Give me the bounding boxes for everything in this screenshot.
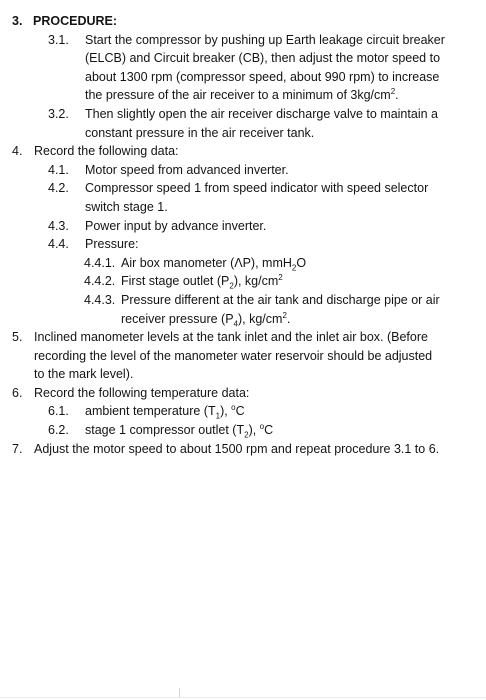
- item-7: [0, 440, 486, 459]
- text-part: C: [264, 423, 274, 438]
- step-number: 4.2.: [48, 181, 69, 196]
- text-part: ambient temperature (T: [85, 404, 216, 419]
- substep-number: 4.4.3.: [84, 292, 116, 307]
- item-text: Adjust the motor speed to about 1500 rpm and repeat procedure 3.1 to 6.: [34, 441, 440, 456]
- punctuation: .: [395, 88, 399, 103]
- page-bottom-tick: [179, 688, 180, 698]
- step-line: Compressor speed 1 from speed indicator with speed selector: [85, 181, 429, 196]
- step-3-2: [0, 105, 486, 142]
- section-number: 3.: [12, 14, 23, 28]
- text-part: Air box manometer (ΛP), mmH: [121, 255, 292, 270]
- substep-number: 4.4.1.: [84, 255, 116, 270]
- step-line: Pressure different at the air tank and discharge pipe or air: [121, 292, 440, 307]
- substep-4-4-1: [0, 254, 486, 273]
- item-number: 4.: [12, 144, 23, 159]
- item-line: recording the level of the manometer water reservoir should be adjusted: [34, 348, 433, 363]
- step-6-2: [0, 421, 486, 440]
- step-text: Motor speed from advanced inverter.: [85, 162, 289, 177]
- substep-text: [121, 291, 486, 328]
- item-number: 5.: [12, 330, 23, 345]
- substep-text: [121, 254, 486, 273]
- text-part: receiver pressure (P: [121, 311, 234, 326]
- item-5: [0, 328, 486, 384]
- step-text: [85, 421, 486, 440]
- step-4-2: [0, 179, 486, 216]
- substep-4-4-2: [0, 272, 486, 291]
- text-part: ), kg/cm: [233, 274, 279, 289]
- item-4: [0, 142, 486, 161]
- step-line: Start the compressor by pushing up Earth leakage circuit breaker: [85, 32, 445, 47]
- subscript: 1: [215, 411, 221, 421]
- step-3-1: [0, 31, 486, 105]
- text-part: stage 1 compressor outlet (T: [85, 423, 245, 438]
- item-number: 6.: [12, 385, 23, 400]
- step-text: Power input by advance inverter.: [85, 218, 267, 233]
- section-heading: [0, 12, 486, 31]
- substep-text: [121, 272, 486, 291]
- step-line: [121, 310, 462, 329]
- step-6-1: [0, 402, 486, 421]
- punctuation: .: [286, 311, 291, 326]
- item-line: to the mark level).: [34, 367, 134, 382]
- superscript: o: [231, 403, 236, 413]
- item-6: [0, 384, 486, 403]
- step-number: 3.1.: [48, 32, 69, 47]
- step-line: [85, 86, 462, 105]
- step-line-text: the pressure of the air receiver to a minimum of 3kg/cm: [85, 88, 391, 103]
- item-text: Record the following data:: [34, 144, 179, 159]
- superscript: 2: [390, 87, 396, 97]
- step-line: Then slightly open the air receiver discharge valve to maintain a: [85, 106, 438, 121]
- superscript: o: [259, 421, 265, 431]
- substep-4-4-3: [0, 291, 486, 328]
- text-part: ), kg/cm: [238, 311, 283, 326]
- step-text: [85, 31, 486, 105]
- step-4-4: [0, 235, 486, 254]
- step-4-1: [0, 161, 486, 180]
- step-text: Pressure:: [85, 237, 139, 252]
- step-line: switch stage 1.: [85, 199, 168, 214]
- subscript: 2: [229, 281, 234, 291]
- text-part: ),: [220, 404, 232, 419]
- substep-number: 4.4.2.: [84, 274, 116, 289]
- subscript: 2: [244, 430, 249, 440]
- item-text: [34, 328, 486, 384]
- step-text: [85, 105, 486, 142]
- step-number: 4.4.: [48, 237, 69, 252]
- item-line: Inclined manometer levels at the tank inlet and the inlet air box. (Before: [34, 330, 428, 345]
- subscript: 4: [233, 319, 238, 328]
- step-text: [85, 179, 486, 216]
- step-number: 3.2.: [48, 106, 69, 121]
- item-text: Record the following temperature data:: [34, 385, 250, 400]
- text-part: O: [296, 255, 307, 270]
- step-line: (ELCB) and Circuit breaker (CB), then adjust the motor speed to: [85, 51, 441, 66]
- superscript: 2: [282, 310, 287, 320]
- text-part: First stage outlet (P: [121, 274, 230, 289]
- step-number: 4.3.: [48, 218, 69, 233]
- superscript: 2: [278, 273, 283, 283]
- step-4-3: [0, 217, 486, 236]
- text-part: C: [235, 404, 245, 419]
- section-title: PROCEDURE:: [33, 14, 118, 28]
- subscript: 2: [291, 263, 297, 273]
- step-line: constant pressure in the air receiver tank.: [85, 125, 315, 140]
- page-bottom-divider: [0, 697, 486, 698]
- step-number: 6.1.: [48, 404, 69, 419]
- procedure-page: [0, 12, 486, 458]
- text-part: ),: [248, 423, 260, 438]
- step-number: 6.2.: [48, 423, 69, 438]
- step-text: [85, 402, 486, 421]
- step-line: about 1300 rpm (compressor speed, about 990 rpm) to increase: [85, 69, 440, 84]
- step-number: 4.1.: [48, 162, 69, 177]
- item-number: 7.: [12, 441, 23, 456]
